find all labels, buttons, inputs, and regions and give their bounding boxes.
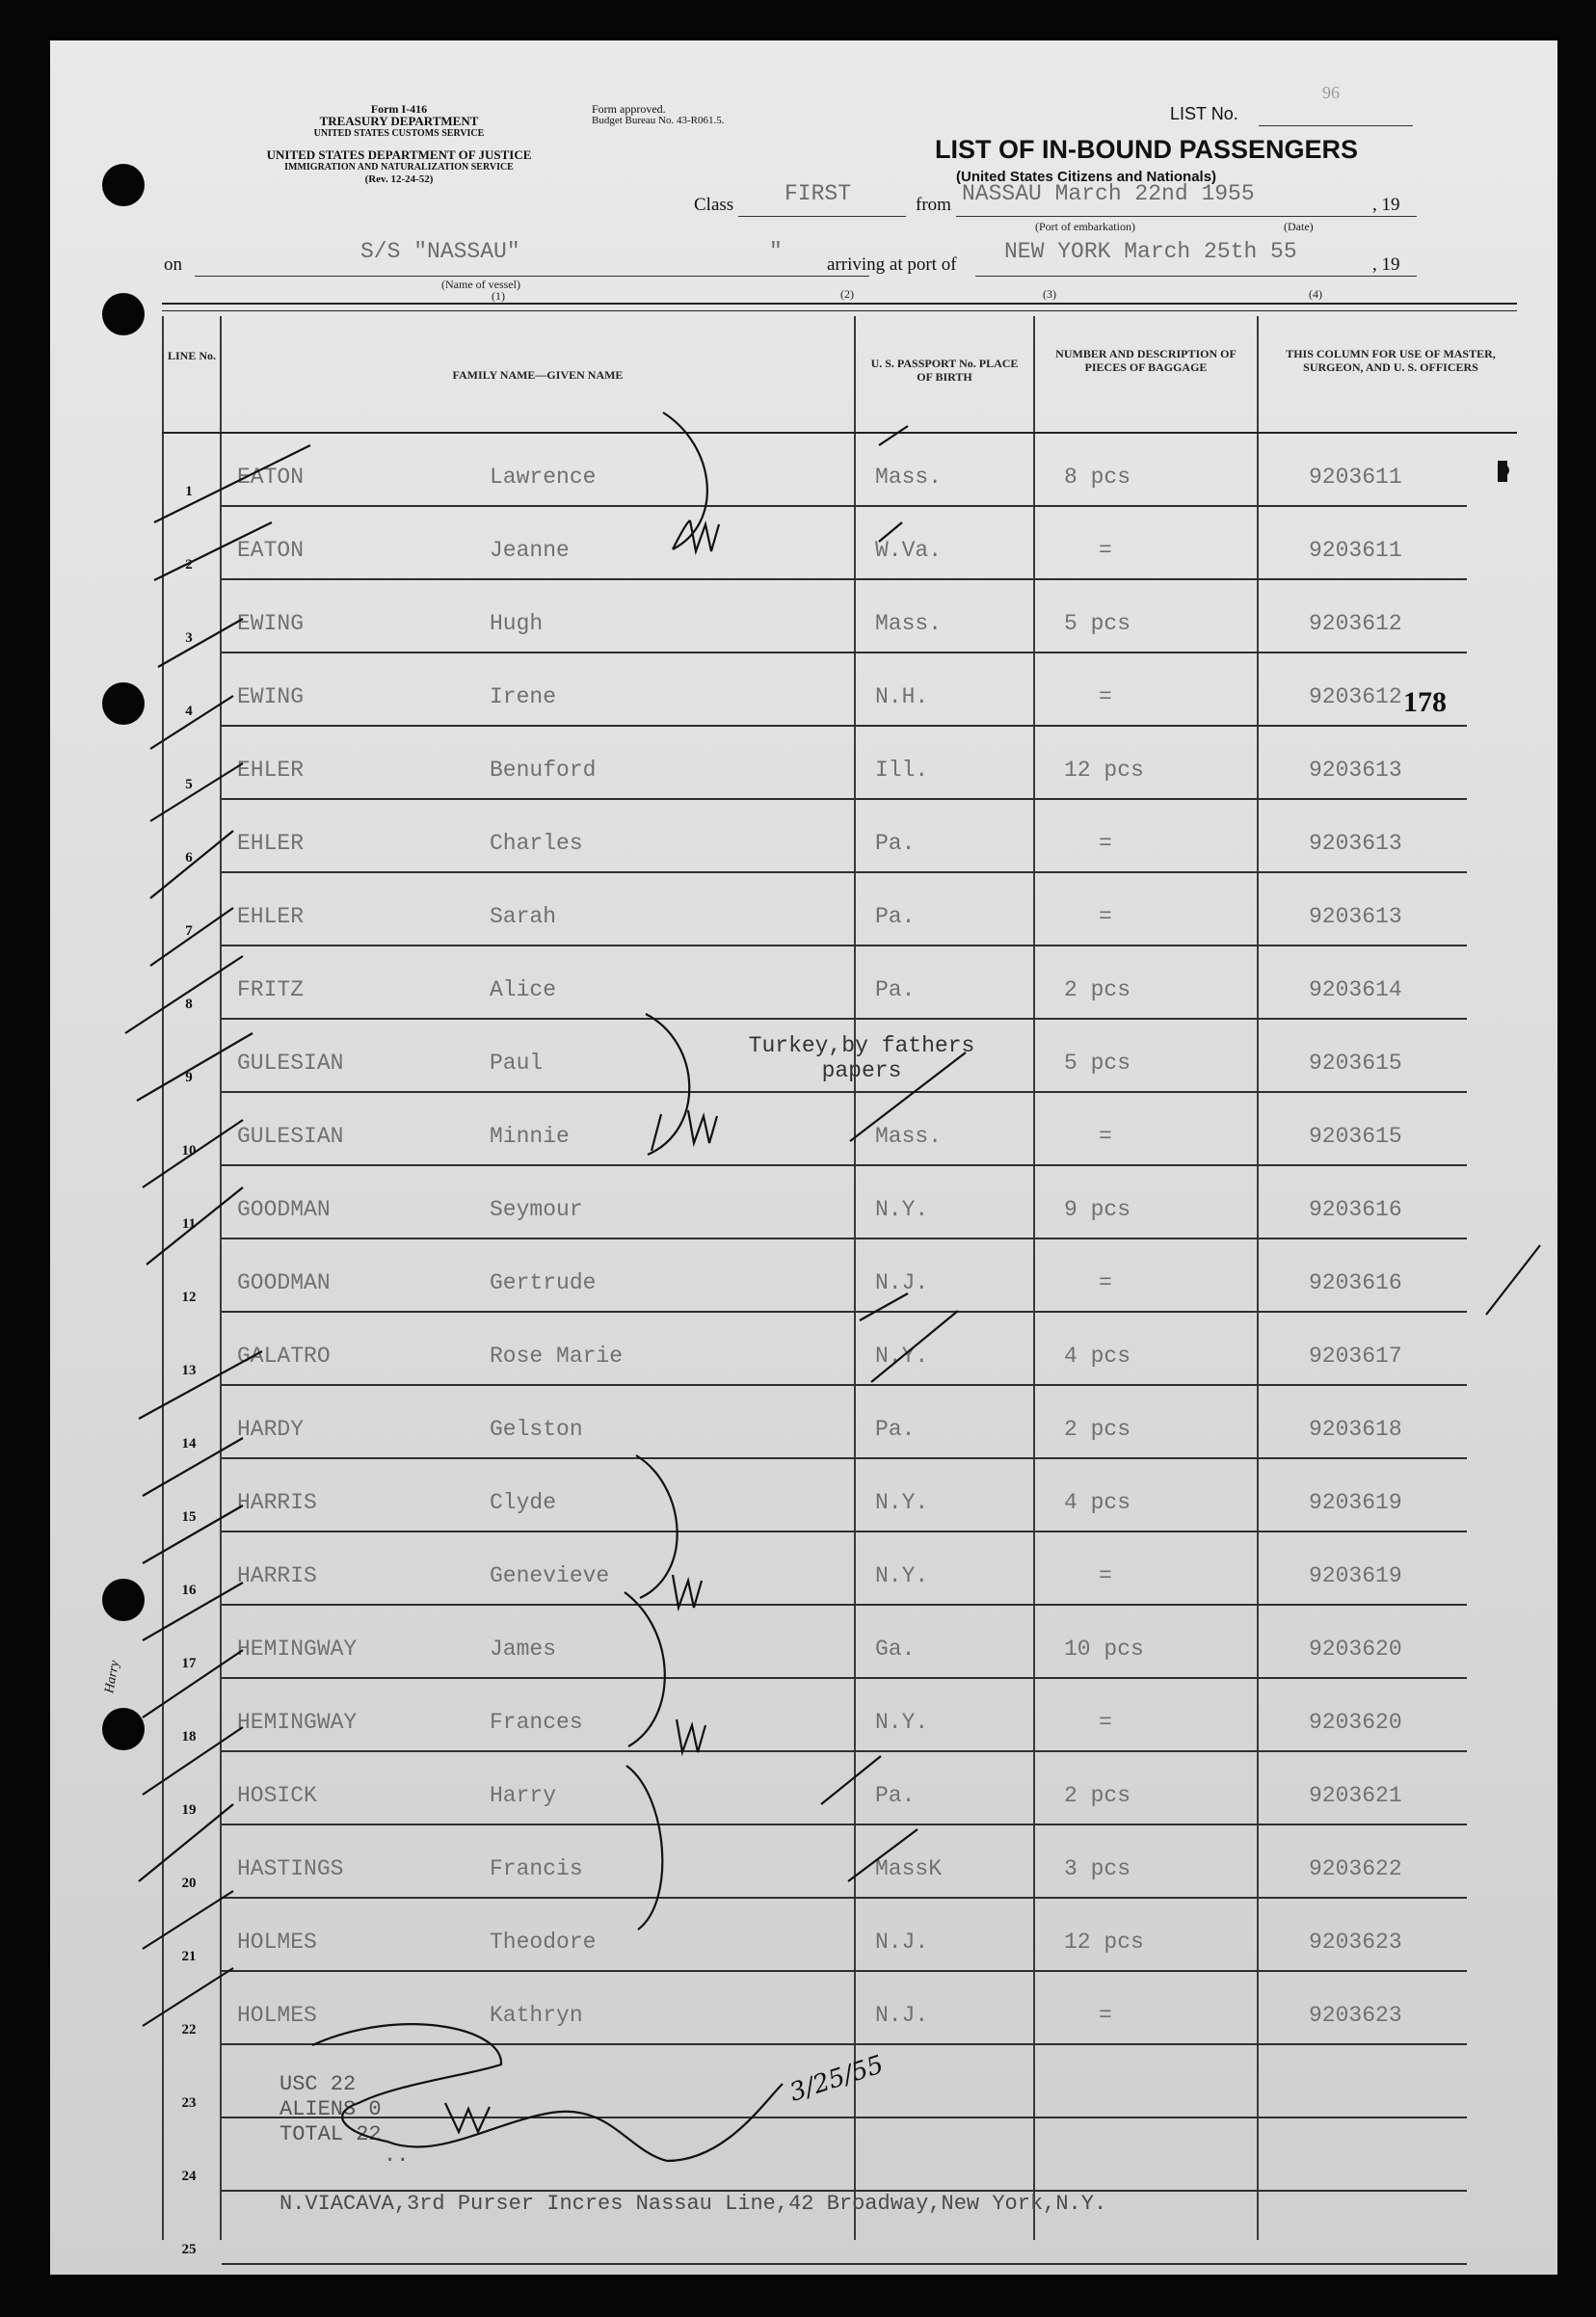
given-name: Seymour [490,1197,583,1222]
place-of-birth: N.Y. [875,1197,929,1222]
vessel-caption: (Name of vessel) [441,278,520,291]
given-name: Benuford [490,758,597,783]
place-of-birth: Pa. [875,831,916,856]
list-no-value: 96 [1322,83,1340,102]
given-name: Harry [490,1783,557,1808]
baggage-count: = [1099,1124,1112,1149]
page-number: 178 [1403,686,1447,718]
officer-code: 9203612 [1309,684,1402,709]
given-name: Lawrence [490,465,597,490]
baggage-count: = [1099,2003,1112,2028]
officer-code: 9203618 [1309,1417,1402,1442]
given-name: Kathryn [490,2003,583,2028]
baggage-count: = [1099,1710,1112,1735]
officer-code: 9203619 [1309,1563,1402,1588]
handwriting-marks [50,40,1557,2275]
family-name: HEMINGWAY [237,1710,358,1735]
baggage-count: = [1099,904,1112,929]
place-of-birth: Ga. [875,1637,916,1662]
family-name: EATON [237,465,305,490]
line-number: 22 [181,2022,197,2037]
line-number: 1 [185,484,193,499]
place-of-birth: N.J. [875,1930,929,1955]
line-number: 3 [185,630,193,646]
baggage-count: 12 pcs [1064,1930,1144,1955]
officer-code: 9203616 [1309,1270,1402,1295]
from-value: NASSAU March 22nd 1955 [962,181,1255,206]
given-name: Paul [490,1051,544,1076]
family-name: EWING [237,611,305,636]
place-of-birth: N.Y. [875,1563,929,1588]
family-name: GULESIAN [237,1051,344,1076]
col3-caption: (3) [1043,287,1056,301]
given-name: Sarah [490,904,557,929]
form-approved: Form approved. [592,102,666,116]
family-name: EHLER [237,904,305,929]
officer-code: 9203613 [1309,904,1402,929]
given-name: Genevieve [490,1563,610,1588]
given-name: Minnie [490,1124,570,1149]
line-number: 24 [181,2169,197,2184]
line-number: 18 [181,1729,197,1744]
officer-code: 9203623 [1309,2003,1402,2028]
officer-code: 9203611 [1309,465,1402,490]
baggage-count: 2 pcs [1064,1783,1131,1808]
baggage-count: = [1099,684,1112,709]
year-label: , 19 [1372,195,1400,215]
line-number: 11 [181,1216,197,1232]
line-number: 13 [181,1363,197,1378]
col1-caption: (1) [492,289,505,303]
given-name: Jeanne [490,538,570,563]
vessel-ditto: " [769,239,783,264]
line-number: 23 [181,2095,197,2111]
place-of-birth: N.J. [875,1270,929,1295]
line-number: 7 [185,923,193,939]
col2-caption: (2) [840,287,854,301]
officer-code: 9203617 [1309,1344,1402,1369]
family-name: HASTINGS [237,1856,344,1881]
family-name: EHLER [237,831,305,856]
header-passport: U. S. PASSPORT No. PLACE OF BIRTH [870,357,1019,384]
officer-code: 9203612 [1309,611,1402,636]
given-name: Hugh [490,611,544,636]
place-of-birth: N.J. [875,2003,929,2028]
baggage-count: 2 pcs [1064,1417,1131,1442]
line-number: 4 [185,704,193,719]
family-name: HEMINGWAY [237,1637,358,1662]
place-of-birth: N.Y. [875,1490,929,1515]
place-of-birth: MassK [875,1856,943,1881]
header-name: FAMILY NAME—GIVEN NAME [452,368,624,382]
place-of-birth: N.H. [875,684,929,709]
family-name: HARRIS [237,1490,317,1515]
line-number: 16 [181,1583,197,1598]
baggage-count: 9 pcs [1064,1197,1131,1222]
line-number: 19 [181,1802,197,1818]
class-label: Class [694,195,734,215]
line-number: 17 [181,1656,197,1671]
given-name: Clyde [490,1490,557,1515]
header-line-no: LINE No. [167,349,216,362]
margin-note: Harry [102,1659,122,1695]
place-of-birth: Pa. [875,1417,916,1442]
line-number: 21 [181,1949,197,1964]
officer-code: 9203620 [1309,1710,1402,1735]
budget-bureau: Budget Bureau No. 43-R061.5. [592,115,725,126]
line-number: 14 [181,1436,197,1451]
officer-code: 9203621 [1309,1783,1402,1808]
baggage-count: 3 pcs [1064,1856,1131,1881]
given-name: Irene [490,684,557,709]
line-number: 25 [181,2242,197,2257]
place-of-birth: Mass. [875,465,943,490]
page-title: LIST OF IN-BOUND PASSENGERS [935,135,1359,164]
immigration-service: IMMIGRATION AND NATURALIZATION SERVICE [284,162,514,173]
line-number: 20 [181,1876,197,1891]
officer-code: 9203613 [1309,831,1402,856]
manifest-page [50,40,1557,2275]
baggage-count: = [1099,831,1112,856]
year-label-2: , 19 [1372,254,1400,275]
family-name: FRITZ [237,977,305,1002]
baggage-count: 8 pcs [1064,465,1131,490]
line-number: 9 [185,1070,193,1085]
line-number: 12 [181,1290,197,1305]
place-of-birth: Pa. [875,977,916,1002]
family-name: HOSICK [237,1783,317,1808]
baggage-count: 4 pcs [1064,1490,1131,1515]
list-no-label: LIST No. [1170,104,1238,123]
baggage-count: 5 pcs [1064,1051,1131,1076]
baggage-count: = [1099,538,1112,563]
family-name: HARDY [237,1417,305,1442]
port-embarkation-caption: (Port of embarkation) [1035,220,1135,233]
line-number: 8 [185,997,193,1012]
line-number: 2 [185,557,193,573]
page-subtitle: (United States Citizens and Nationals) [956,169,1217,185]
baggage-count: = [1099,1563,1112,1588]
line-number: 15 [181,1509,197,1525]
place-of-birth: Turkey,by fathers papers [748,1033,975,1083]
given-name: Alice [490,977,557,1002]
revision-date: (Rev. 12-24-52) [364,173,434,185]
class-value: FIRST [785,181,852,206]
place-of-birth: N.Y. [875,1344,929,1369]
given-name: Rose Marie [490,1344,624,1369]
on-label: on [164,254,182,275]
officer-code: 9203615 [1309,1051,1402,1076]
officer-code: 9203614 [1309,977,1402,1002]
department-of-justice: UNITED STATES DEPARTMENT OF JUSTICE [266,147,532,162]
signature-date: 3/25/55 [785,2050,888,2108]
family-name: GALATRO [237,1344,331,1369]
officer-code: 9203615 [1309,1124,1402,1149]
date-caption: (Date) [1284,220,1314,233]
line-number: 5 [185,777,193,792]
customs-service: UNITED STATES CUSTOMS SERVICE [313,128,485,139]
officer-code: 9203613 [1309,758,1402,783]
officer-code: 9203622 [1309,1856,1402,1881]
family-name: EWING [237,684,305,709]
family-name: GOODMAN [237,1270,331,1295]
header-baggage: NUMBER AND DESCRIPTION OF PIECES OF BAGGAGE [1055,347,1237,374]
baggage-count: 2 pcs [1064,977,1131,1002]
baggage-count: 10 pcs [1064,1637,1144,1662]
family-name: HOLMES [237,2003,317,2028]
col4-caption: (4) [1309,287,1322,301]
place-of-birth: Pa. [875,1783,916,1808]
usc-count: USC 22 [279,2072,357,2096]
baggage-count: 5 pcs [1064,611,1131,636]
given-name: Charles [490,831,583,856]
place-of-birth: Ill. [875,758,929,783]
vessel-value: S/S "NASSAU" [360,239,520,264]
header-officers: THIS COLUMN FOR USE OF MASTER, SURGEON, AND U. S. OFFICERS [1286,347,1496,374]
family-name: EATON [237,538,305,563]
place-of-birth: W.Va. [875,538,943,563]
given-name: Frances [490,1710,583,1735]
given-name: Theodore [490,1930,597,1955]
given-name: James [490,1637,557,1662]
line-number: 6 [185,850,193,866]
officer-code: 9203616 [1309,1197,1402,1222]
baggage-count: 4 pcs [1064,1344,1131,1369]
line-number: 10 [181,1143,197,1158]
given-name: Gelston [490,1417,583,1442]
given-name: Gertrude [490,1270,597,1295]
given-name: Francis [490,1856,583,1881]
treasury-department: TREASURY DEPARTMENT [319,114,479,128]
place-of-birth: Mass. [875,611,943,636]
baggage-count: = [1099,1270,1112,1295]
baggage-count: 12 pcs [1064,758,1144,783]
aliens-count: ALIENS 0 [279,2097,382,2121]
form-number: Form I-416 [370,102,428,116]
officer-code: 9203620 [1309,1637,1402,1662]
officer-code: 9203623 [1309,1930,1402,1955]
place-of-birth: N.Y. [875,1710,929,1735]
purser-line: N.VIACAVA,3rd Purser Incres Nassau Line,42 Broadway,New York,N.Y. [279,2192,1107,2216]
total-count: TOTAL 22 [279,2122,382,2146]
arriving-label: arriving at port of [827,254,957,275]
officer-code: 9203619 [1309,1490,1402,1515]
ditto-mark: .. [384,2144,410,2168]
family-name: HARRIS [237,1563,317,1588]
family-name: GOODMAN [237,1197,331,1222]
officer-code: 9203611 [1309,538,1402,563]
from-label: from [916,195,951,215]
place-of-birth: Mass. [875,1124,943,1149]
family-name: EHLER [237,758,305,783]
place-of-birth: Pa. [875,904,916,929]
arriving-value: NEW YORK March 25th 55 [1004,239,1297,264]
family-name: GULESIAN [237,1124,344,1149]
family-name: HOLMES [237,1930,317,1955]
